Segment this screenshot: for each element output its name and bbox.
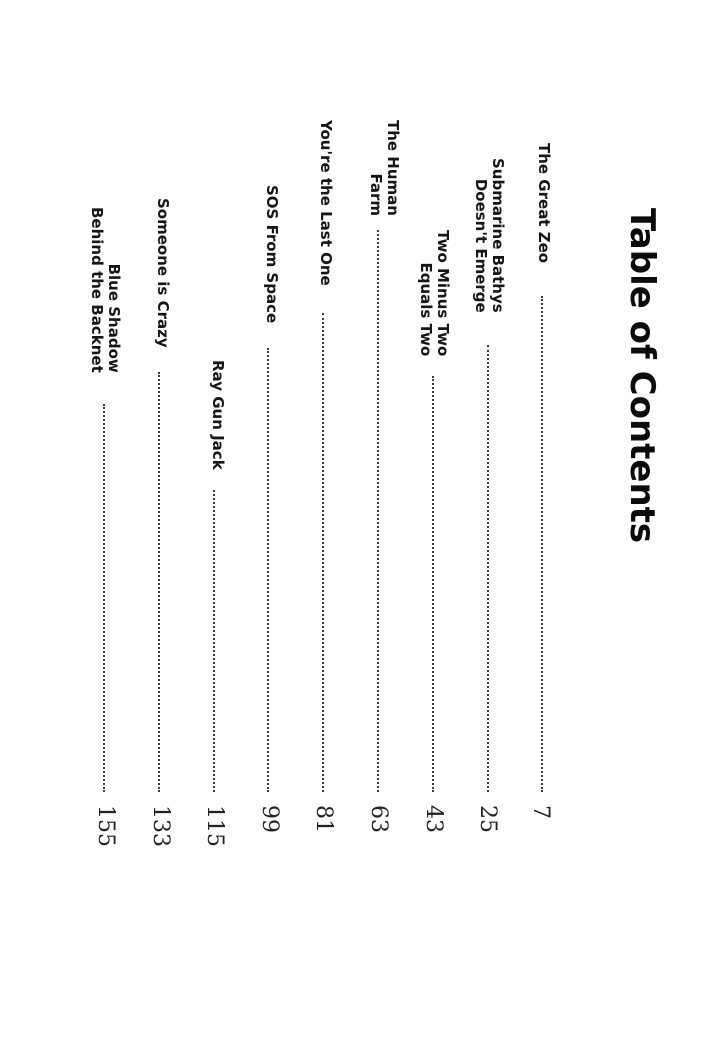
toc-entry-the-great-zeo bbox=[535, 143, 553, 263]
toc-entry-sos-from-space bbox=[263, 185, 281, 323]
toc-entry-title: Ray Gun Jack bbox=[209, 360, 227, 470]
dot-leader bbox=[432, 376, 436, 792]
dot-leader bbox=[541, 296, 545, 792]
toc-entry-ray-gun-jack bbox=[209, 360, 227, 470]
toc-entry-title: You're the Last One bbox=[317, 120, 335, 286]
toc-page-number: 115 bbox=[202, 805, 227, 847]
toc-entry-title-line2: Equals Two bbox=[417, 262, 435, 357]
toc-entry-title-line2: Farm bbox=[367, 173, 385, 216]
toc-entry-two-minus-two bbox=[417, 230, 451, 356]
dot-leader bbox=[377, 230, 381, 792]
toc-page-number: 7 bbox=[528, 805, 553, 819]
dot-leader bbox=[267, 348, 271, 792]
toc-entry-the-human-farm bbox=[367, 120, 401, 216]
toc-page-number: 43 bbox=[421, 805, 446, 833]
toc-page-number: 63 bbox=[366, 805, 391, 833]
toc-page-number: 81 bbox=[311, 805, 336, 833]
toc-entry-title-line2: Behind the Backnet bbox=[88, 207, 106, 373]
toc-entry-title: SOS From Space bbox=[263, 185, 281, 324]
toc-page-number: 155 bbox=[93, 805, 118, 847]
toc-entry-youre-the-last-one bbox=[317, 120, 335, 286]
dot-leader bbox=[322, 313, 326, 792]
dot-leader bbox=[487, 345, 491, 792]
dot-leader bbox=[213, 490, 217, 792]
page-title: Table of Contents bbox=[622, 208, 662, 544]
toc-entry-title-line2: Doesn't Emerge bbox=[472, 178, 490, 313]
toc-page-number: 133 bbox=[148, 805, 173, 847]
toc-entry-blue-shadow bbox=[88, 207, 122, 373]
toc-entry-title-line1: Submarine Bathys bbox=[489, 158, 507, 313]
toc-entry-title: The Great Zeo bbox=[535, 143, 553, 264]
toc-entry-submarine-bathys bbox=[472, 158, 506, 313]
toc-page-number: 25 bbox=[475, 805, 500, 833]
dot-leader bbox=[158, 372, 162, 792]
dot-leader bbox=[103, 404, 107, 792]
toc-entry-title: Someone is Crazy bbox=[154, 198, 172, 348]
toc-entry-title-line1: The Human bbox=[384, 120, 402, 216]
toc-entry-title-line1: Blue Shadow bbox=[105, 263, 123, 373]
toc-entry-someone-is-crazy bbox=[154, 198, 172, 348]
toc-entry-title-line1: Two Minus Two bbox=[434, 230, 452, 357]
toc-page-number: 99 bbox=[257, 805, 282, 833]
